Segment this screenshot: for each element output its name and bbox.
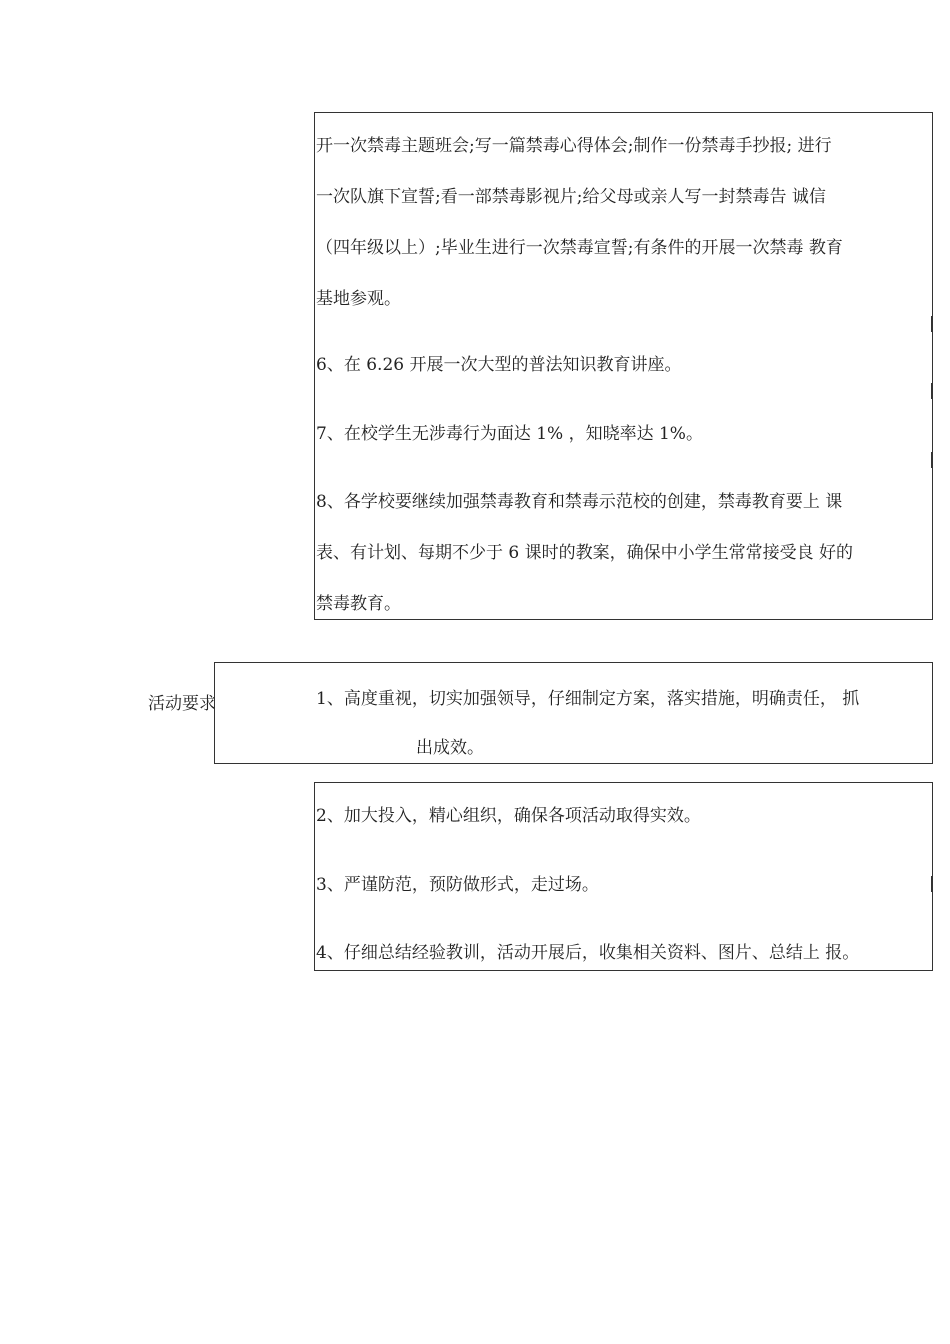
border-tick (314, 316, 315, 332)
text-line: 1、高度重视，切实加强领导，仔细制定方案，落实措施，明确责任， 抓 (316, 689, 860, 709)
text-line: 3、严谨防范，预防做形式，走过场。 (316, 875, 599, 895)
border-tick (314, 383, 315, 399)
text-line: 禁毒教育。 (316, 594, 401, 614)
text-line: 基地参观。 (316, 289, 401, 309)
border-tick (931, 316, 932, 332)
text-line: 表、有计划、每期不少于 6 课时的教案，确保中小学生常常接受良 好的 (316, 543, 854, 563)
text-line: 6、在 6.26 开展一次大型的普法知识教育讲座。 (316, 355, 682, 375)
text-line: （四年级以上）;毕业生进行一次禁毒宣誓;有条件的开展一次禁毒 教育 (316, 238, 843, 258)
activity-requirements-box (214, 662, 933, 764)
border-tick (931, 876, 932, 892)
text-line: 一次队旗下宣誓;看一部禁毒影视片;给父母或亲人写一封禁毒告 诚信 (316, 187, 826, 207)
text-line: 出成效。 (416, 738, 484, 758)
border-tick (314, 876, 315, 892)
border-tick (931, 452, 932, 468)
text-line: 开一次禁毒主题班会;写一篇禁毒心得体会;制作一份禁毒手抄报; 进行 (316, 136, 832, 156)
border-tick (931, 383, 932, 399)
text-line: 4、仔细总结经验教训，活动开展后，收集相关资料、图片、总结上 报。 (316, 943, 860, 963)
activity-requirements-label: 活动要求 (148, 694, 216, 714)
text-line: 7、在校学生无涉毒行为面达 1% ，知晓率达 1%。 (316, 424, 703, 444)
border-tick (314, 452, 315, 468)
text-line: 2、加大投入，精心组织，确保各项活动取得实效。 (316, 806, 701, 826)
text-line: 8、各学校要继续加强禁毒教育和禁毒示范校的创建，禁毒教育要上 课 (316, 492, 843, 512)
